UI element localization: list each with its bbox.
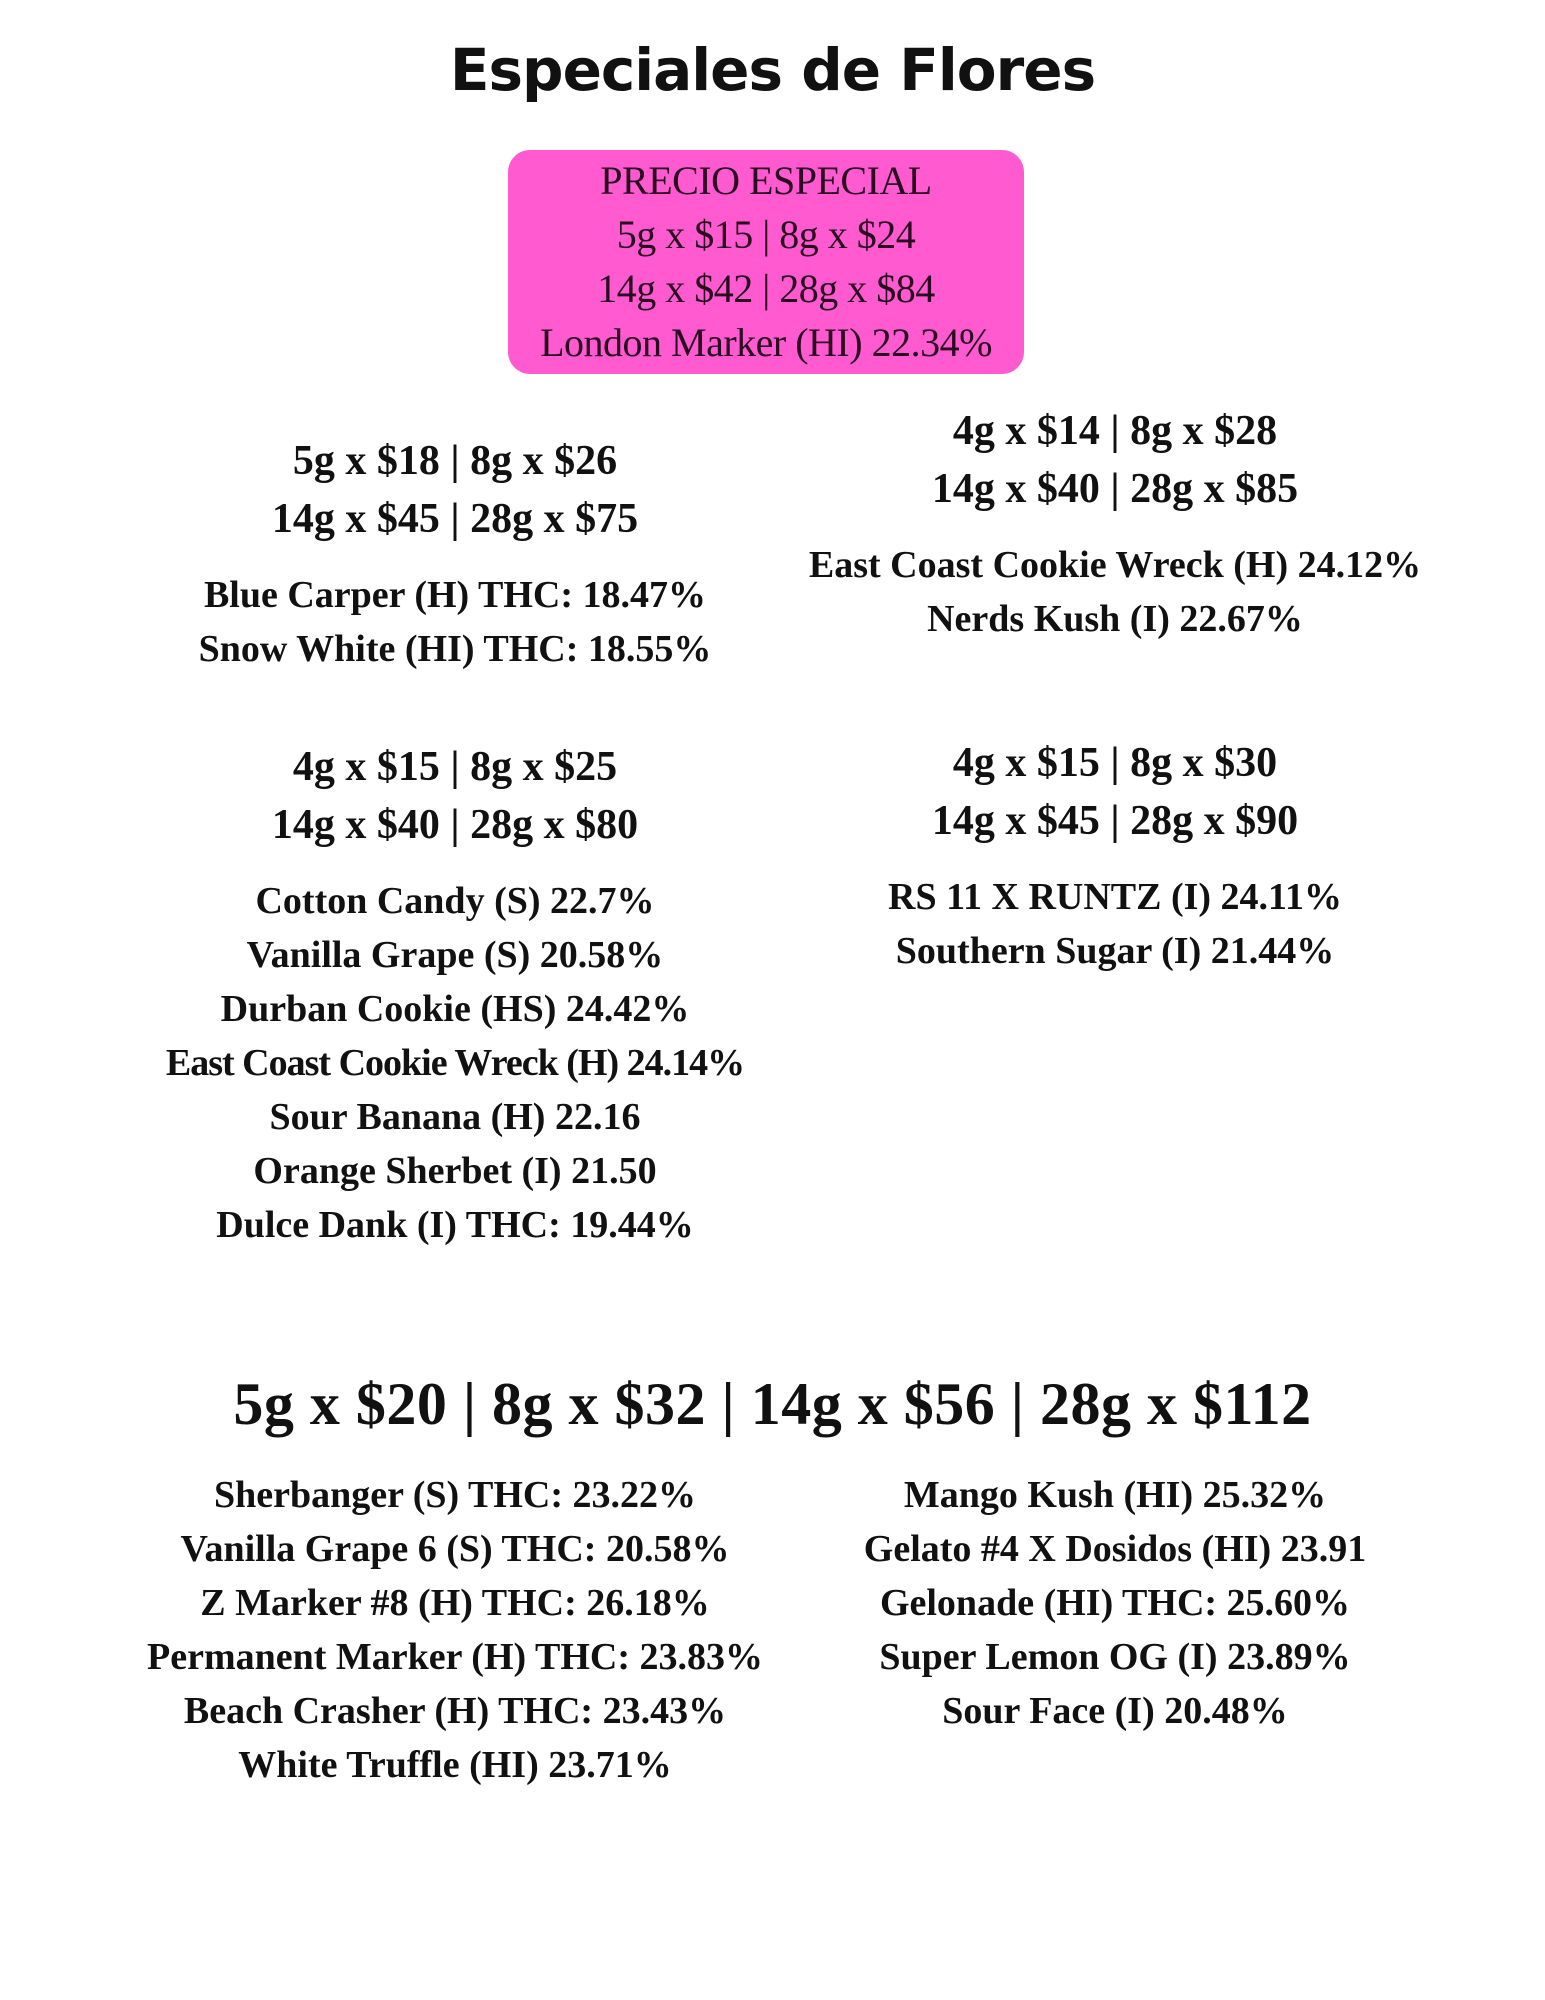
strain-item: Nerds Kush (I) 22.67% <box>927 598 1303 640</box>
price-line: 14g x $40 | 28g x $85 <box>931 466 1299 512</box>
strain-item: White Truffle (HI) 23.71% <box>238 1744 672 1786</box>
strain-item: Gelato #4 X Dosidos (HI) 23.91 <box>863 1528 1367 1570</box>
strain-item: Dulce Dank (I) THC: 19.44% <box>216 1204 694 1246</box>
price-line: 14g x $45 | 28g x $75 <box>271 496 639 542</box>
strain-item: Vanilla Grape 6 (S) THC: 20.58% <box>180 1528 730 1570</box>
strain-item: Gelonade (HI) THC: 25.60% <box>879 1582 1351 1624</box>
strain-item: Mango Kush (HI) 25.32% <box>903 1474 1327 1516</box>
strain-item: Sour Banana (H) 22.16 <box>269 1096 641 1138</box>
special-price-box <box>508 150 1024 374</box>
strain-item: Cotton Candy (S) 22.7% <box>255 880 655 922</box>
bottom-price-banner <box>0 1370 1545 1439</box>
special-strain: London Marker (HI) 22.34% <box>540 320 992 365</box>
strain-list <box>720 538 1510 646</box>
strain-item: East Coast Cookie Wreck (H) 24.12% <box>808 544 1422 586</box>
special-price-line: 5g x $15 | 8g x $24 <box>616 212 916 257</box>
strain-item: RS 11 X RUNTZ (I) 24.11% <box>888 876 1342 918</box>
price-line: 4g x $14 | 8g x $28 <box>952 408 1278 454</box>
strain-item: Snow White (HI) THC: 18.55% <box>198 628 712 670</box>
strain-item: Sherbanger (S) THC: 23.22% <box>213 1474 697 1516</box>
price-group-2 <box>720 402 1510 646</box>
price-line: 4g x $15 | 8g x $30 <box>952 740 1278 786</box>
strain-item: Permanent Marker (H) THC: 23.83% <box>147 1636 763 1678</box>
strain-item: Blue Carper (H) THC: 18.47% <box>203 574 707 616</box>
strain-list <box>720 870 1510 978</box>
strain-item: Super Lemon OG (I) 23.89% <box>879 1636 1351 1678</box>
strain-item: Sour Face (I) 20.48% <box>942 1690 1288 1732</box>
price-line: 5g x $18 | 8g x $26 <box>292 438 618 484</box>
price-line: 14g x $45 | 28g x $90 <box>931 798 1299 844</box>
price-group-4 <box>720 734 1510 978</box>
strain-item: Z Marker #8 (H) THC: 26.18% <box>200 1582 710 1624</box>
special-heading: PRECIO ESPECIAL <box>600 158 932 203</box>
price-line: 14g x $40 | 28g x $80 <box>271 802 639 848</box>
page-title: Especiales de Flores <box>449 36 1096 104</box>
bottom-price-line: 5g x $20 | 8g x $32 | 14g x $56 | 28g x $112 <box>233 1371 1312 1437</box>
strain-item: Durban Cookie (HS) 24.42% <box>220 988 690 1030</box>
bottom-list-right <box>720 1468 1510 1738</box>
strain-item: Orange Sherbet (I) 21.50 <box>253 1150 657 1192</box>
special-price-line: 14g x $42 | 28g x $84 <box>597 266 935 311</box>
strain-item: East Coast Cookie Wreck (H) 24.14% <box>165 1042 745 1084</box>
price-line: 4g x $15 | 8g x $25 <box>292 744 618 790</box>
strain-item: Beach Crasher (H) THC: 23.43% <box>183 1690 727 1732</box>
strain-item: Southern Sugar (I) 21.44% <box>895 930 1335 972</box>
strain-item: Vanilla Grape (S) 20.58% <box>246 934 664 976</box>
